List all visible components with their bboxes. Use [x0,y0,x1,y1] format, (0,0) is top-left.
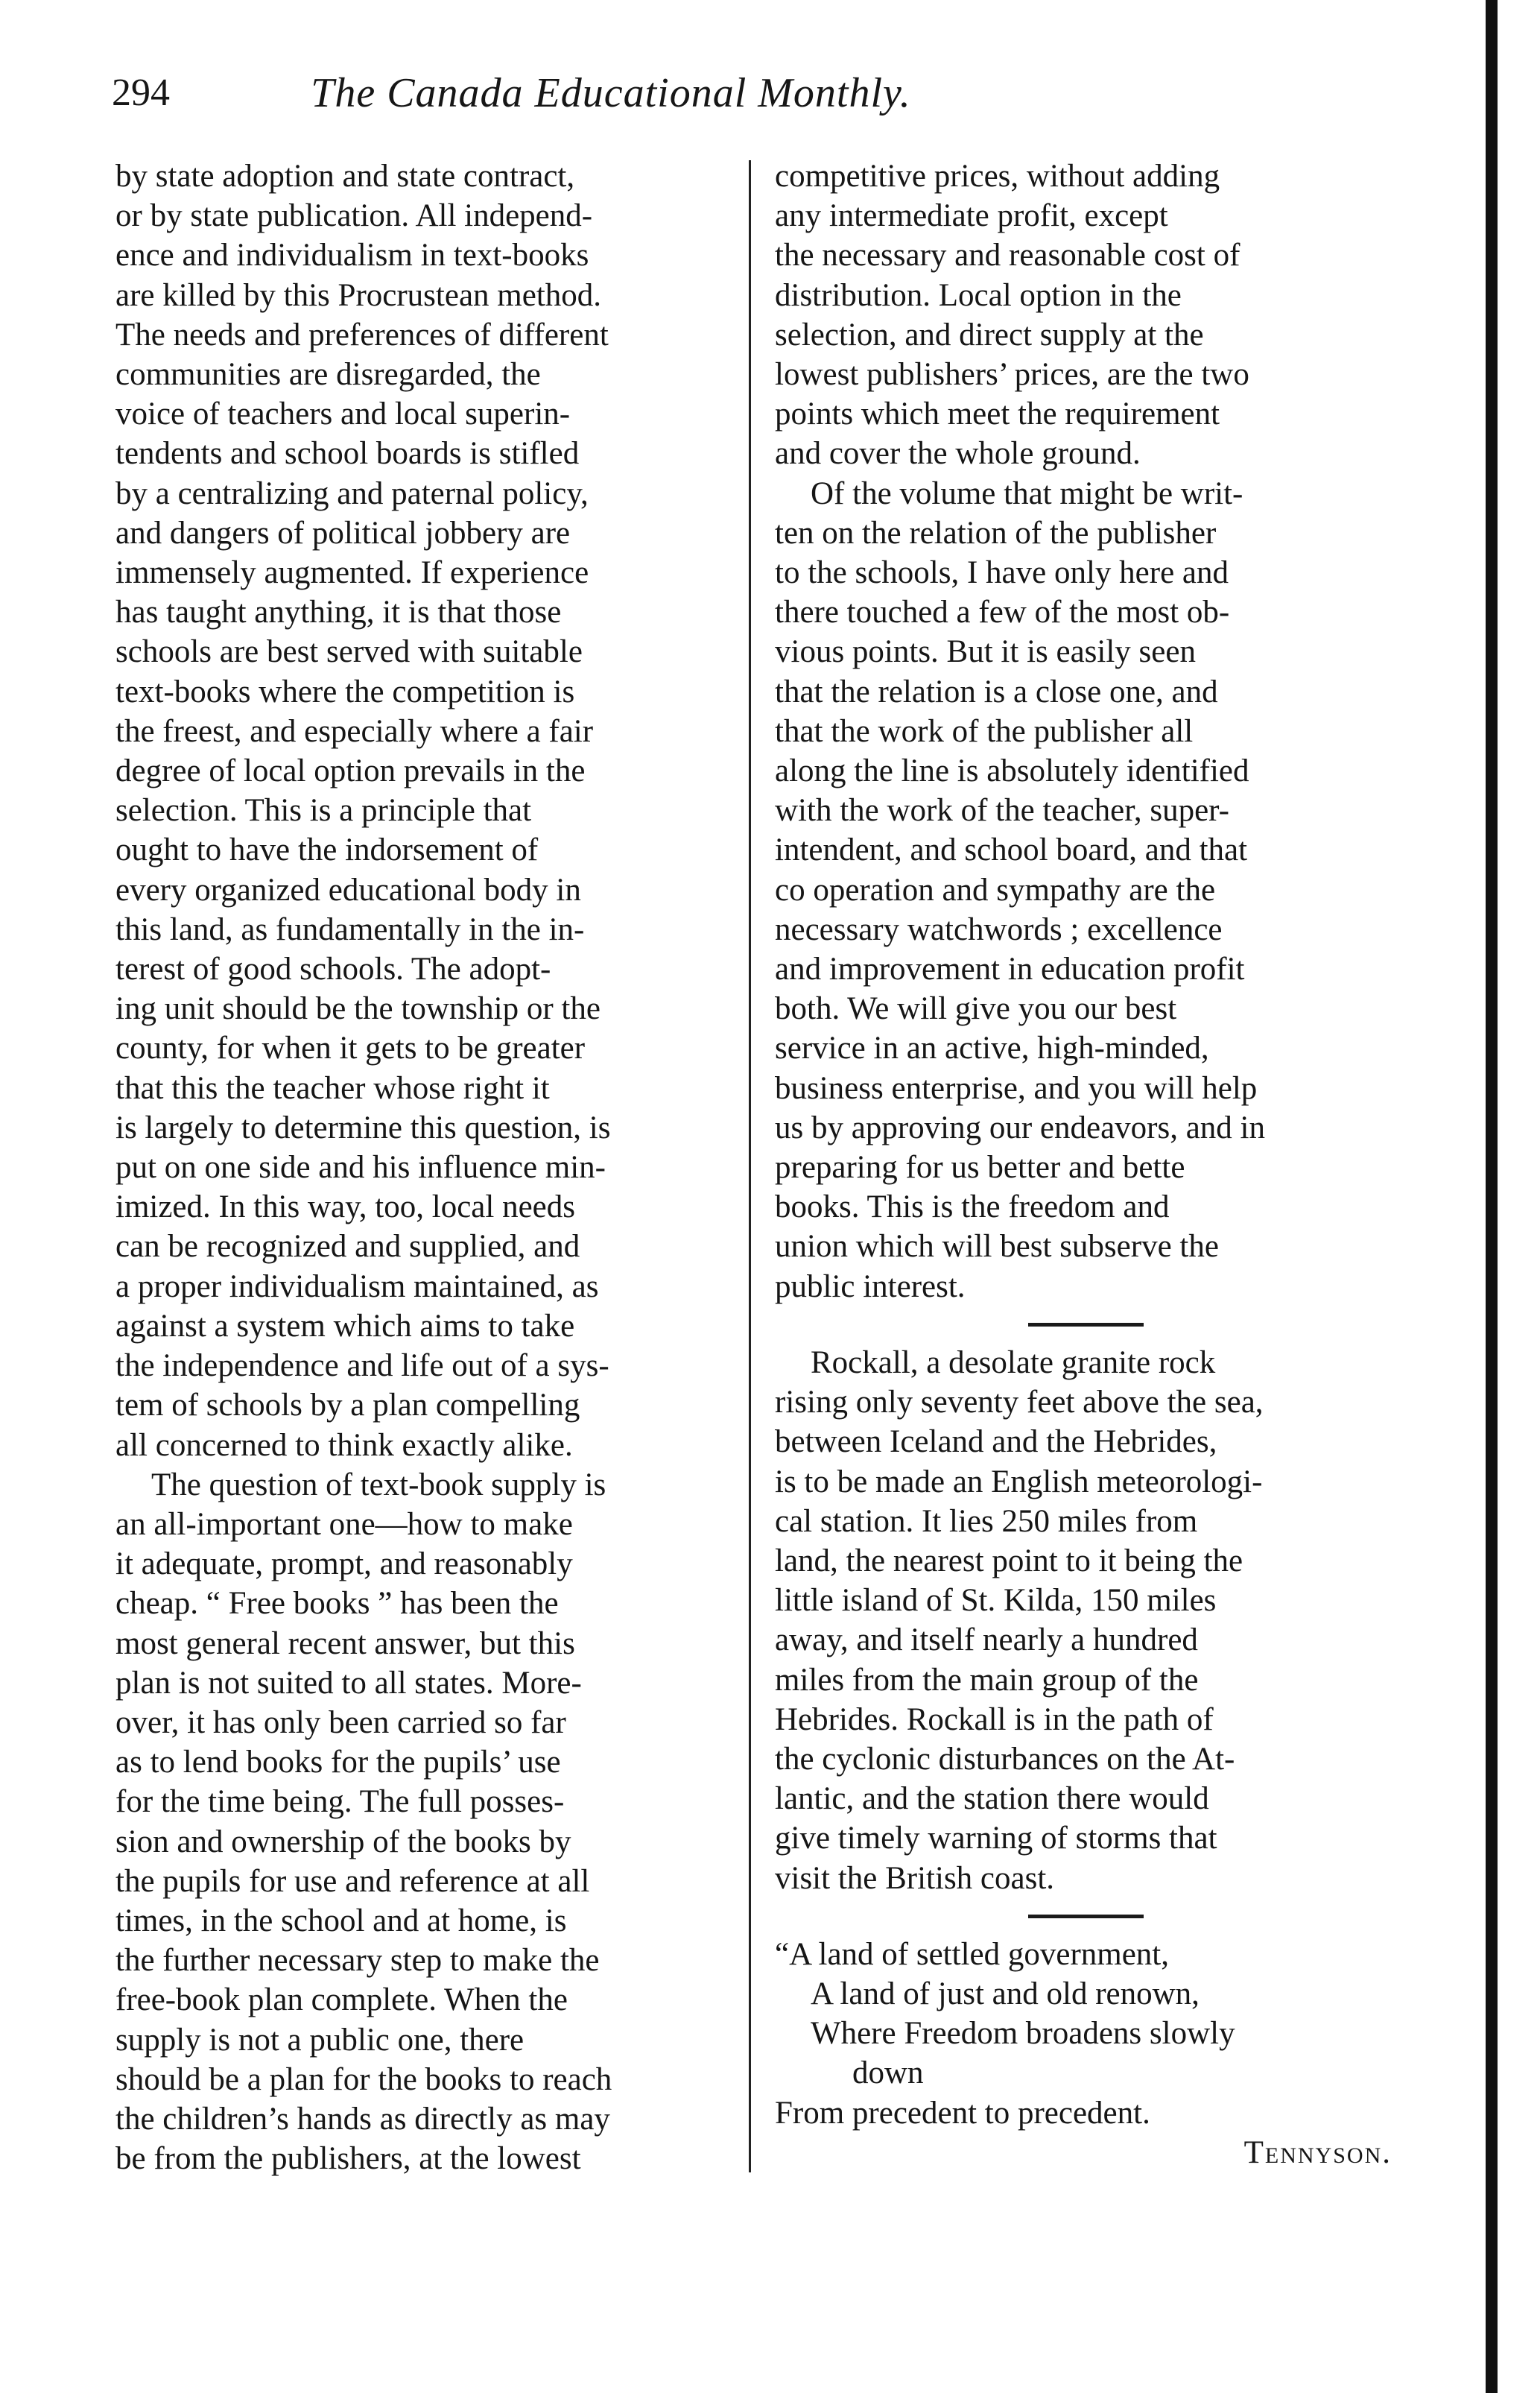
text-line: imized. In this way, too, local needs [115,1189,575,1225]
right-column [775,157,1407,2172]
text-line: tendents and school boards is stifled [115,436,580,472]
text-line: both. We will give you our best [775,991,1177,1027]
text-line: should be a plan for the books to reach [115,2061,612,2097]
section-separator-rule [1028,1915,1144,1918]
text-line: is largely to determine this question, is [115,1110,611,1145]
left-column [115,157,726,2178]
text-line: service in an active, high-minded, [775,1031,1209,1066]
page-number: 294 [112,72,170,114]
text-line: it adequate, prompt, and reasonably [115,1546,573,1582]
text-line: preparing for us better and bette [775,1150,1185,1186]
text-line: the independence and life out of a sys- [115,1348,609,1384]
text-line: vious points. But it is easily seen [775,634,1196,670]
text-line: times, in the school and at home, is [115,1903,567,1938]
text-line: books. This is the freedom and [775,1189,1170,1225]
text-line: text-books where the competition is [115,674,575,709]
text-line: selection. This is a principle that [115,793,532,829]
text-line: communities are disregarded, the [115,357,541,393]
text-line: along the line is absolutely identified [775,753,1249,789]
text-line: points which meet the requirement [775,396,1220,432]
text-line: The question of text-book supply is [151,1467,606,1502]
text-line: give timely warning of storms that [775,1821,1217,1856]
text-line: as to lend books for the pupils’ use [115,1745,561,1780]
text-line: county, for when it gets to be greater [115,1031,586,1066]
text-line: intendent, and school board, and that [775,832,1248,868]
text-line: visit the British coast. [775,1860,1055,1896]
text-line: cheap. “ Free books ” has been the [115,1586,559,1622]
text-line: voice of teachers and local superin- [115,396,571,432]
text-line: ought to have the indorsement of [115,832,539,868]
text-line: an all-important one—how to make [115,1506,573,1542]
text-line: a proper individualism maintained, as [115,1268,599,1304]
text-line: The needs and preferences of different [115,317,609,353]
text-line: free-book plan complete. When the [115,1982,568,2018]
text-line: necessary watchwords ; excellence [775,911,1223,947]
running-title: The Canada Educational Monthly. [311,70,911,116]
text-line: cal station. It lies 250 miles from [775,1503,1198,1539]
text-line: selection, and direct supply at the [775,317,1204,353]
text-line: between Iceland and the Hebrides, [775,1424,1217,1460]
text-line: Of the volume that might be writ- [811,475,1243,511]
poem-attribution: Tennyson. [1243,2134,1392,2170]
text-line: has taught anything, it is that those [115,595,562,630]
column-divider [749,160,751,2172]
text-line: and improvement in education profit [775,952,1245,987]
poem-line: down [852,2055,924,2091]
text-line: over, it has only been carried so far [115,1704,566,1740]
section-separator-rule [1028,1323,1144,1327]
poem-line: From precedent to precedent. [775,2095,1150,2131]
text-line: put on one side and his influence min- [115,1150,606,1186]
text-line: most general recent answer, but this [115,1625,575,1661]
text-line: rising only seventy feet above the sea, [775,1385,1264,1420]
text-line: the freest, and especially where a fair [115,713,594,749]
text-line: degree of local option prevails in the [115,753,586,789]
text-line: distribution. Local option in the [775,277,1182,313]
page-edge-shadow [1486,0,1498,2393]
text-line: lantic, and the station there would [775,1781,1209,1817]
text-line: land, the nearest point to it being the [775,1543,1243,1578]
text-line: the children’s hands as directly as may [115,2101,610,2137]
paragraph-text-book-supply [115,1465,726,2179]
tennyson-quotation [775,1935,1407,2172]
text-line: against a system which aims to take [115,1308,575,1344]
text-line: any intermediate profit, except [775,198,1168,234]
text-line: is to be made an English meteorologi- [775,1464,1263,1499]
text-line: can be recognized and supplied, and [115,1229,580,1265]
text-line: are killed by this Procrustean method. [115,277,602,313]
text-line: competitive prices, without adding [775,159,1220,194]
paragraph-publisher-relation [775,474,1407,1306]
text-line: little island of St. Kilda, 150 miles [775,1583,1217,1619]
text-line: this land, as fundamentally in the in- [115,911,585,947]
text-line: the necessary and reasonable cost of [775,238,1240,274]
text-line: by a centralizing and paternal policy, [115,475,589,511]
text-line: public interest. [775,1268,966,1304]
text-line: with the work of the teacher, super- [775,793,1229,829]
text-line: Hebrides. Rockall is in the path of [775,1701,1214,1737]
text-line: that the work of the publisher all [775,713,1194,749]
text-line: tem of schools by a plan compelling [115,1388,580,1423]
text-line: supply is not a public one, there [115,2022,525,2058]
text-line: ing unit should be the township or the [115,991,601,1027]
text-line: that the relation is a close one, and [775,674,1218,709]
text-line: and cover the whole ground. [775,436,1141,472]
text-line: us by approving our endeavors, and in [775,1110,1265,1145]
text-line: co operation and sympathy are the [775,872,1216,908]
text-line: the further necessary step to make the [115,1943,600,1979]
text-line: the pupils for use and reference at all [115,1863,590,1899]
text-line: that this the teacher whose right it [115,1070,550,1106]
text-line: immensely augmented. If experience [115,555,589,591]
text-line: Rockall, a desolate granite rock [811,1344,1216,1380]
poem-line: Where Freedom broadens slowly [811,2016,1235,2052]
text-line: union which will best subserve the [775,1229,1219,1265]
poem-line: “A land of settled government, [775,1936,1169,1972]
text-line: every organized educational body in [115,872,581,908]
text-line: schools are best served with suitable [115,634,583,670]
text-line: miles from the main group of the [775,1662,1199,1698]
text-line: and dangers of political jobbery are [115,515,571,551]
paragraph-competitive-prices [775,157,1407,474]
text-line: there touched a few of the most ob- [775,595,1230,630]
text-line: the cyclonic disturbances on the At- [775,1741,1235,1777]
text-line: to the schools, I have only here and [775,555,1229,591]
text-line: lowest publishers’ prices, are the two [775,357,1249,393]
text-line: all concerned to think exactly alike. [115,1427,573,1463]
text-line: terest of good schools. The adopt- [115,952,551,987]
text-line: or by state publication. All independ- [115,198,593,234]
text-line: be from the publishers, at the lowest [115,2141,581,2177]
text-line: sion and ownership of the books by [115,1824,571,1859]
poem-line: A land of just and old renown, [811,1976,1200,2011]
text-line: for the time being. The full posses- [115,1784,565,1820]
running-header [112,60,1110,127]
paragraph-state-adoption [115,157,726,1465]
text-line: ence and individualism in text-books [115,238,589,274]
text-line: away, and itself nearly a hundred [775,1622,1198,1658]
text-line: by state adoption and state contract, [115,159,575,194]
text-line: ten on the relation of the publisher [775,515,1217,551]
paragraph-rockall [775,1343,1407,1898]
text-line: plan is not suited to all states. More- [115,1665,582,1701]
text-line: business enterprise, and you will help [775,1070,1258,1106]
